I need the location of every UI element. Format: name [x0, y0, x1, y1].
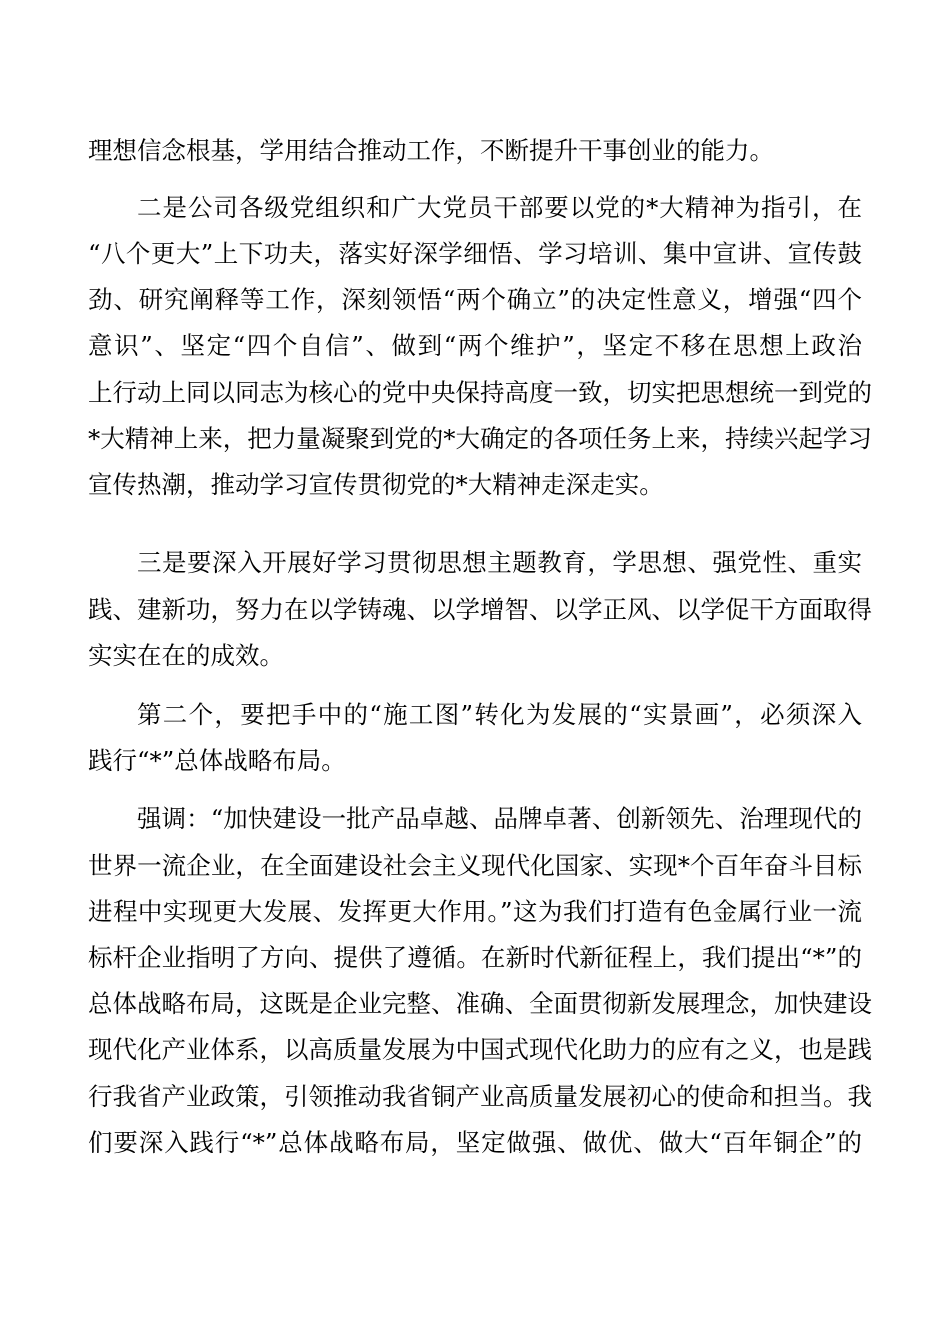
- text-line-6: 上行动上同以同志为核心的党中央保持高度一致，切实把思想统一到党的: [88, 378, 872, 407]
- text-line-16: 进程中实现更大发展、发挥更大作用。”这为我们打造有色金属行业一流: [88, 897, 862, 926]
- text-line-1: 理想信念根基，学用结合推动工作，不断提升干事创业的能力。: [88, 136, 774, 165]
- text-line-4: 劲、研究阐释等工作，深刻领悟“两个确立”的决定性意义，增强“四个: [88, 285, 862, 314]
- text-line-8: 宣传热潮，推动学习宣传贯彻党的*大精神走深走实。: [88, 470, 664, 499]
- text-line-14: 强调：“加快建设一批产品卓越、品牌卓著、创新领先、治理现代的: [137, 804, 862, 833]
- text-line-10: 践、建新功，努力在以学铸魂、以学增智、以学正风、以学促干方面取得: [88, 595, 872, 624]
- text-line-5: 意识”、坚定“四个自信”、做到“两个维护”，坚定不移在思想上政治: [88, 331, 862, 360]
- text-line-15: 世界一流企业，在全面建设社会主义现代化国家、实现*个百年奋斗目标: [88, 851, 862, 880]
- text-line-3: “八个更大”上下功夫，落实好深学细悟、学习培训、集中宣讲、宣传鼓: [88, 239, 862, 268]
- text-line-21: 们要深入践行“*”总体战略布局，坚定做强、做优、做大“百年铜企”的: [88, 1128, 862, 1157]
- text-line-13: 践行“*”总体战略布局。: [88, 746, 346, 775]
- text-line-20: 行我省产业政策，引领推动我省铜产业高质量发展初心的使命和担当。我: [88, 1082, 872, 1111]
- text-line-11: 实实在在的成效。: [88, 641, 284, 670]
- text-line-2: 二是公司各级党组织和广大党员干部要以党的*大精神为指引，在: [137, 193, 862, 222]
- text-line-19: 现代化产业体系，以高质量发展为中国式现代化助力的应有之义，也是践: [88, 1035, 872, 1064]
- text-line-9: 三是要深入开展好学习贯彻思想主题教育，学思想、强党性、重实: [137, 548, 862, 577]
- text-line-12: 第二个，要把手中的“施工图”转化为发展的“实景画”，必须深入: [137, 700, 862, 729]
- text-line-7: *大精神上来，把力量凝聚到党的*大确定的各项任务上来，持续兴起学习: [88, 424, 872, 453]
- text-line-17: 标杆企业指明了方向、提供了遵循。在新时代新征程上，我们提出“*”的: [88, 943, 862, 972]
- text-line-18: 总体战略布局，这既是企业完整、准确、全面贯彻新发展理念，加快建设: [88, 989, 872, 1018]
